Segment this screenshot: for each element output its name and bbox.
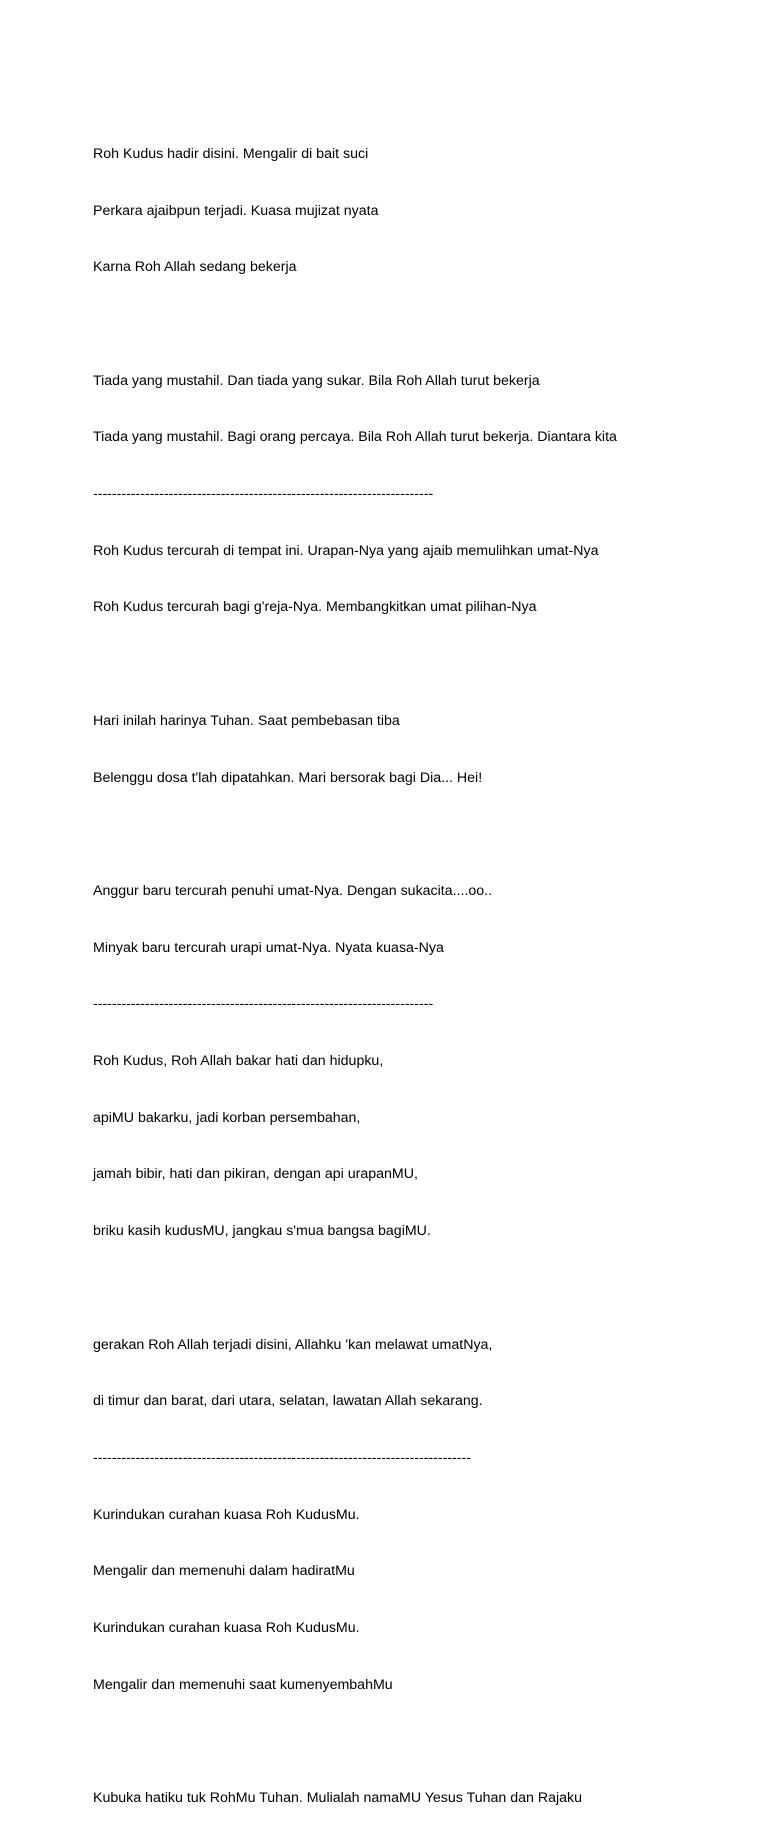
text-line: Roh Kudus hadir disini. Mengalir di bait suci xyxy=(93,145,369,162)
separator-line: ------------------------------------------------------------------------ xyxy=(93,486,434,503)
text-line: Tiada yang mustahil. Dan tiada yang sukar. Bila Roh Allah turut bekerja xyxy=(93,372,540,389)
blank-line xyxy=(93,655,733,674)
text-line: Hari inilah harinya Tuhan. Saat pembebasan tiba xyxy=(93,712,400,729)
blank-line xyxy=(93,825,733,844)
text-line: Mengalir dan memenuhi saat kumenyembahMu xyxy=(93,1676,393,1693)
text-line: Belenggu dosa t'lah dipatahkan. Mari bersorak bagi Dia... Hei! xyxy=(93,769,483,786)
text-line: Kurindukan curahan kuasa Roh KudusMu. xyxy=(93,1506,360,1523)
text-line: briku kasih kudusMU, jangkau s'mua bangsa bagiMU. xyxy=(93,1223,431,1240)
text-line: Mengalir dan memenuhi dalam hadiratMu xyxy=(93,1563,355,1580)
text-line: jamah bibir, hati dan pikiran, dengan api urapanMU, xyxy=(93,1166,418,1183)
blank-line xyxy=(93,1733,733,1752)
text-line: Kurindukan curahan kuasa Roh KudusMu. xyxy=(93,1620,360,1637)
text-line: Anggur baru tercurah penuhi umat-Nya. Dengan sukacita....oo.. xyxy=(93,882,493,899)
text-line: gerakan Roh Allah terjadi disini, Allahku 'kan melawat umatNya, xyxy=(93,1336,493,1353)
lyrics-text xyxy=(93,107,733,1846)
text-line: Kubuka hatiku tuk RohMu Tuhan. Mulialah namaMU Yesus Tuhan dan Rajaku xyxy=(93,1790,582,1807)
text-line: Roh Kudus tercurah bagi g'reja-Nya. Membangkitkan umat pilihan-Nya xyxy=(93,599,537,616)
text-line: apiMU bakarku, jadi korban persembahan, xyxy=(93,1109,361,1126)
text-line: Minyak baru tercurah urapi umat-Nya. Nyata kuasa-Nya xyxy=(93,939,444,956)
blank-line xyxy=(93,1279,733,1298)
blank-line xyxy=(93,315,733,334)
separator-line: -------------------------------------------------------------------------------- xyxy=(93,1449,471,1466)
text-line: Tiada yang mustahil. Bagi orang percaya. Bila Roh Allah turut bekerja. Diantara kita xyxy=(93,429,617,446)
text-line: Perkara ajaibpun terjadi. Kuasa mujizat nyata xyxy=(93,202,379,219)
text-line: di timur dan barat, dari utara, selatan, lawatan Allah sekarang. xyxy=(93,1393,483,1410)
text-line: Roh Kudus, Roh Allah bakar hati dan hidupku, xyxy=(93,1053,384,1070)
text-line: Roh Kudus tercurah di tempat ini. Urapan-Nya yang ajaib memulihkan umat-Nya xyxy=(93,542,599,559)
text-line: Karna Roh Allah sedang bekerja xyxy=(93,259,297,276)
separator-line: ------------------------------------------------------------------------ xyxy=(93,996,434,1013)
